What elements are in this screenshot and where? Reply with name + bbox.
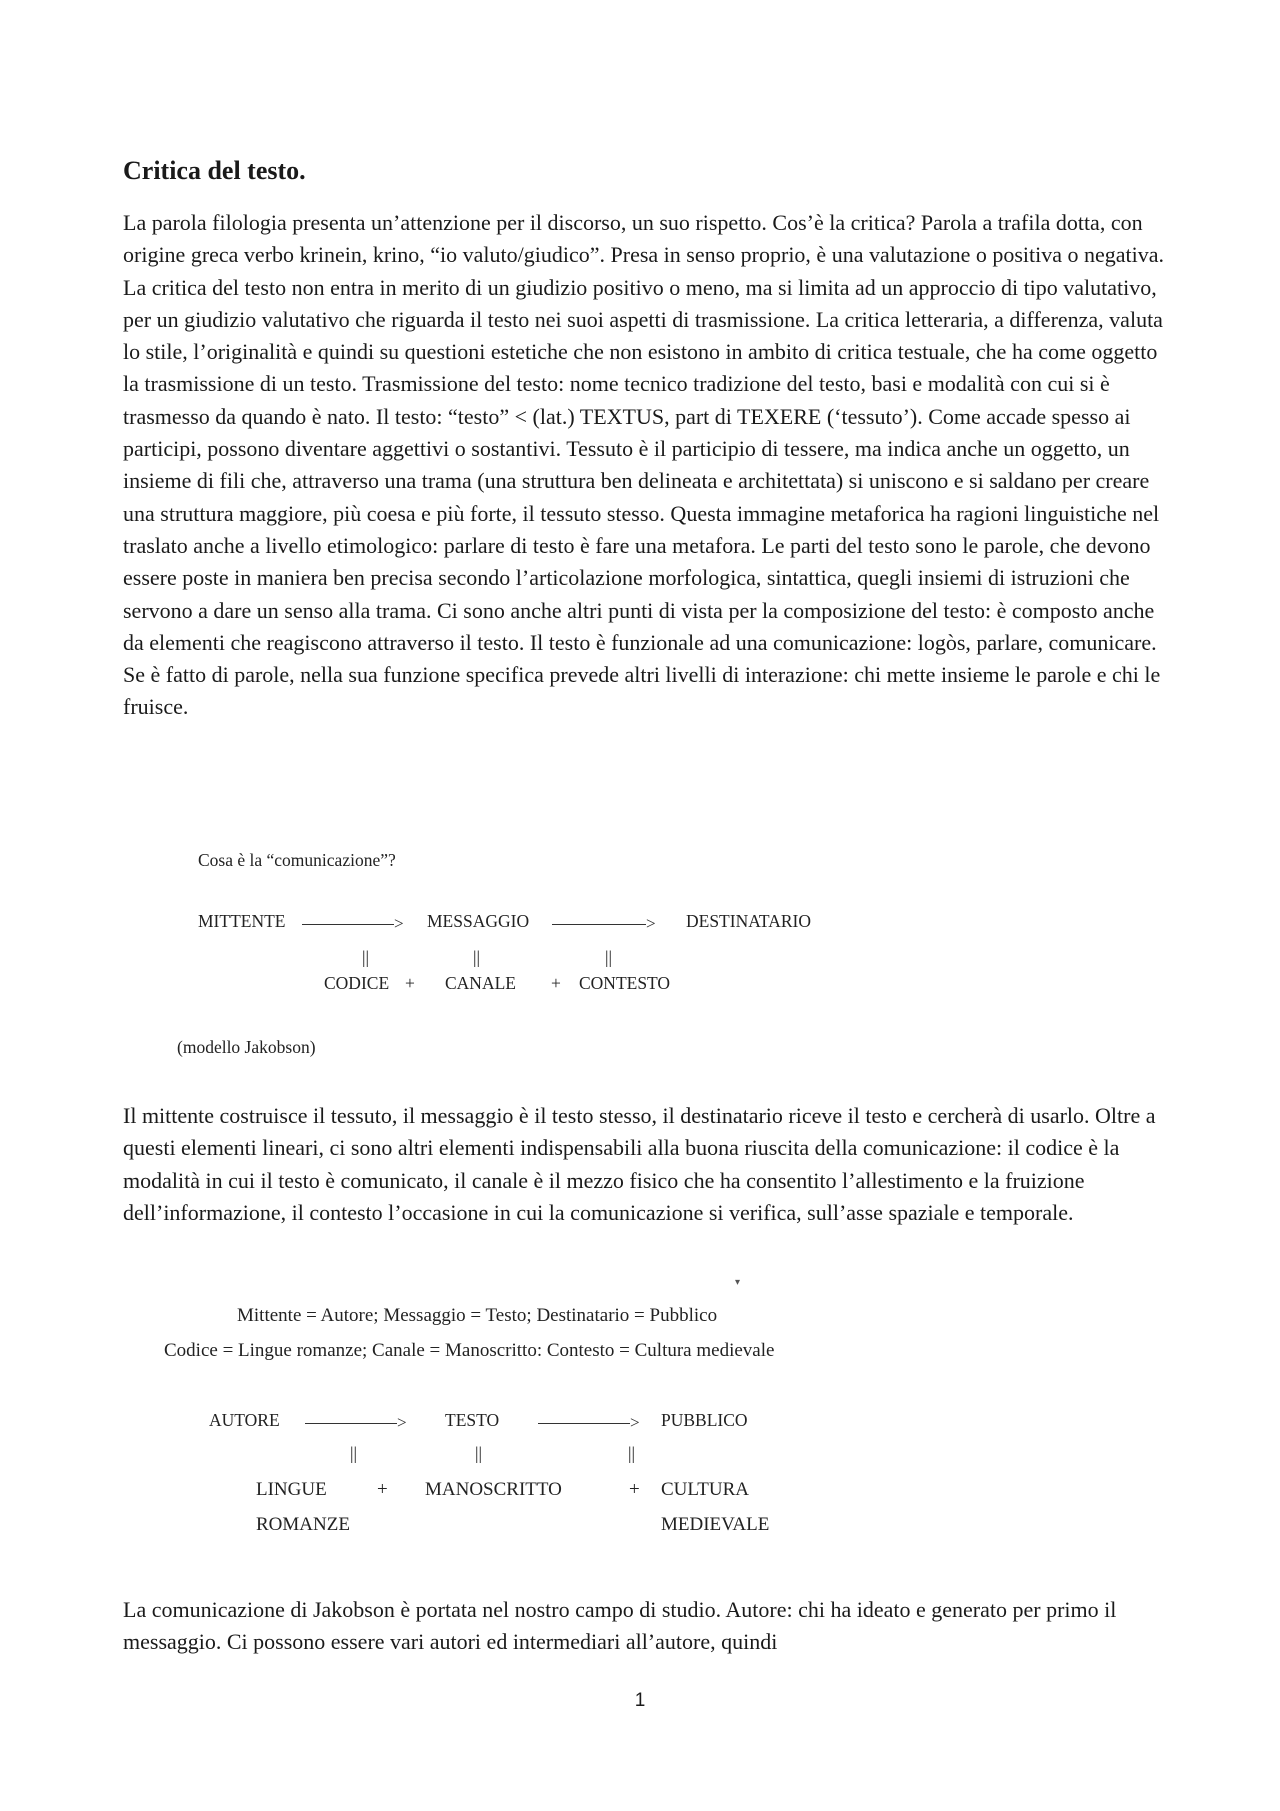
paragraph-continuation: La comunicazione di Jakobson è portata nel nostro campo di studio. Autore: chi ha ideato e generato per primo il messaggio. Ci possono essere vari autori ed intermediari all’autore, quindi (123, 1597, 1117, 1655)
arrow-head: > (646, 914, 656, 933)
arrow-line (538, 1423, 630, 1424)
scan-speck: ▾ (735, 1277, 741, 1288)
diagram-equation-2: Codice = Lingue romanze; Canale = Manoscritto: Contesto = Cultura medievale (164, 1340, 775, 1361)
diagram-bar: || (475, 1443, 483, 1463)
diagram-receiver: DESTINATARIO (686, 911, 811, 931)
diagram-bar: || (605, 947, 613, 967)
diagram-message: MESSAGGIO (427, 911, 530, 931)
arrow-line (302, 924, 394, 925)
diagram-question: Cosa è la “comunicazione”? (198, 850, 396, 870)
diagram-bar: || (350, 1443, 358, 1463)
diagram-bar: || (473, 947, 481, 967)
diagram-audience: PUBBLICO (661, 1410, 748, 1430)
diagram-plus: + (377, 1479, 388, 1500)
arrow-head: > (630, 1413, 640, 1432)
diagram-bar: || (362, 947, 370, 967)
diagram-sender: MITTENTE (198, 911, 286, 931)
page-number: 1 (634, 1690, 646, 1711)
arrow-head: > (397, 1413, 407, 1432)
diagram-languages-line1: LINGUE (256, 1479, 327, 1500)
diagram-bar: || (628, 1443, 636, 1463)
diagram-languages-line2: ROMANZE (256, 1514, 350, 1535)
diagram-text: TESTO (445, 1410, 500, 1430)
arrow-line (552, 924, 646, 925)
diagram-context: CONTESTO (579, 973, 671, 993)
page-title: Critica del testo. (123, 156, 306, 185)
diagram-culture-line2: MEDIEVALE (661, 1514, 770, 1535)
paragraph-intro: La parola filologia presenta un’attenzione per il discorso, un suo rispetto. Cos’è la critica? Parola a trafila dotta, con origine greca verbo krinein, krino, “io valuto/giudico”. Presa in senso proprio, è una valutazione o positiva o negativa. La critica del testo non entra in merito di un giudizio positivo o meno, ma si limita ad un approccio di tipo valutativo, per un giudizio valutativo che riguarda il testo nei suoi aspetti di trasmissione. La critica letteraria, a differenza, valuta lo stile, l’originalità e quindi su questioni estetiche che non esistono in ambito di critica testuale, che ha come oggetto la trasmissione di un testo. Trasmissione del testo: nome tecnico tradizione del testo, basi e modalità con cui si è trasmesso da quando è nato. Il testo: “testo” < (lat.) TEXTUS, part di TEXERE (‘tessuto’). Come accade spesso ai participi, possono diventare aggettivi o sostantivi. Tessuto è il participio di tessere, ma indica anche un oggetto, un insieme di fili che, attraverso una trama (una struttura ben delineata e architettata) si uniscono e si saldano per creare una struttura maggiore, più coesa e più forte, il tessuto stesso. Questa immagine metaforica ha ragioni linguistiche nel traslato anche a livello etimologico: parlare di testo è fare una metafora. Le parti del testo sono le parole, che devono essere poste in maniera ben precisa secondo l’articolazione morfologica, sintattica, quegli insiemi di istruzioni che servono a dare un senso alla trama. Ci sono anche altri punti di vista per la composizione del testo: è composto anche da elementi che reagiscono attraverso il testo. Il testo è funzionale ad una comunicazione: logòs, parlare, comunicare. Se è fatto di parole, nella sua funzione specifica prevede altri livelli di interazione: chi mette insieme le parole e chi le fruisce. (123, 210, 1165, 720)
diagram-plus: + (629, 1479, 640, 1500)
arrow-line (305, 1423, 397, 1424)
arrow-head: > (394, 914, 404, 933)
diagram-channel: CANALE (445, 973, 516, 993)
diagram-author: AUTORE (209, 1410, 280, 1430)
diagram-caption: (modello Jakobson) (177, 1037, 316, 1057)
diagram-equation-1: Mittente = Autore; Messaggio = Testo; Destinatario = Pubblico (237, 1305, 718, 1326)
diagram-plus: + (551, 973, 561, 993)
diagram-culture-line1: CULTURA (661, 1479, 749, 1500)
diagram-manuscript: MANOSCRITTO (425, 1479, 562, 1500)
diagram-code: CODICE (324, 973, 390, 993)
diagram-plus: + (405, 973, 415, 993)
paragraph-explanation: Il mittente costruisce il tessuto, il messaggio è il testo stesso, il destinatario riceve il testo e cercherà di usarlo. Oltre a questi elementi lineari, ci sono altri elementi indispensabili alla buona riuscita della comunicazione: il codice è la modalità in cui il testo è comunicato, il canale è il mezzo fisico che ha consentito l’allestimento e la fruizione dell’informazione, il contesto l’occasione in cui la comunicazione si verifica, sull’asse spaziale e temporale. (123, 1103, 1156, 1225)
